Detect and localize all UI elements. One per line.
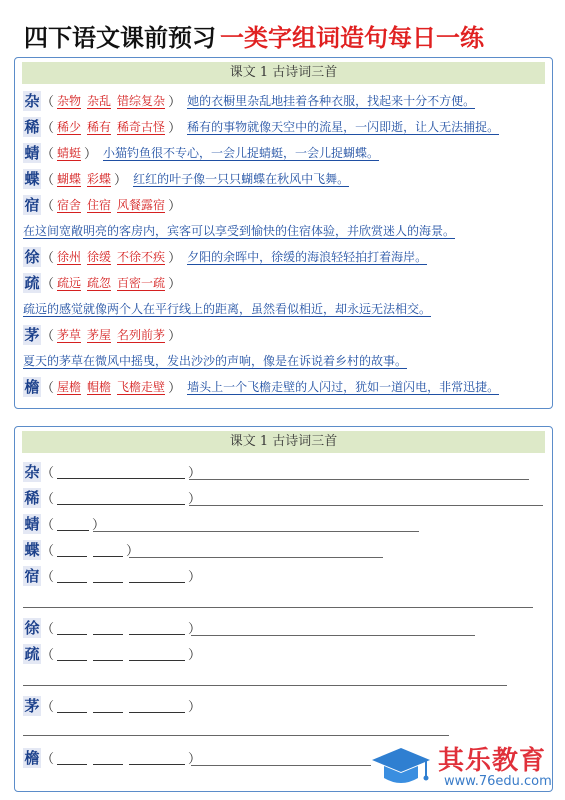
answer-blank[interactable] <box>129 568 185 583</box>
char-label: 杂 <box>24 91 40 110</box>
sentence-line[interactable] <box>191 635 475 636</box>
brand-name: 其乐教育 <box>438 746 547 776</box>
char-label: 杂 <box>24 462 40 481</box>
word: 风餐露宿 <box>117 198 166 212</box>
brand-url: www.76edu.com <box>444 774 552 789</box>
answer-blank[interactable] <box>129 698 185 713</box>
example-sentence: 她的衣橱里杂乱地挂着各种衣服，找起来十分不方便。 <box>187 94 476 108</box>
word: 屋檐 <box>57 380 82 394</box>
char-label: 蝶 <box>24 169 40 188</box>
char-label: 宿 <box>24 566 40 585</box>
word: 蝴蝶 <box>57 172 82 186</box>
answer-blank[interactable] <box>57 698 87 713</box>
word: 茅草 <box>57 328 82 342</box>
word: 帽檐 <box>87 380 112 394</box>
word: 杂乱 <box>87 94 112 108</box>
word: 徐州 <box>57 250 82 264</box>
sentence-line[interactable] <box>189 479 529 480</box>
sentence-line[interactable] <box>129 557 383 558</box>
answer-row-mao: 茅 （ 茅草 茅屋 名列前茅 ） <box>24 325 182 344</box>
page-title <box>24 18 484 52</box>
example-sentence-su <box>23 222 546 239</box>
char-label: 茅 <box>24 696 40 715</box>
answer-blank[interactable] <box>93 620 123 635</box>
answer-blank[interactable] <box>129 646 185 661</box>
char-label: 檐 <box>24 377 40 396</box>
answer-row-xi: 稀 （ 稀少 稀有 稀奇古怪 ） 稀有的事物就像天空中的流星，一闪即逝，让人无法捕捉。 <box>24 117 500 136</box>
sentence-line[interactable] <box>23 685 507 686</box>
practice-panel-header: 课文 1 古诗词三首 <box>22 431 545 453</box>
word: 茅屋 <box>87 328 112 342</box>
graduation-cap-icon <box>368 744 434 790</box>
sentence-line[interactable] <box>23 607 533 608</box>
practice-row-xu: 徐 （ ） <box>24 618 202 637</box>
answer-row-su: 宿 （ 宿舍 住宿 风餐露宿 ） <box>24 195 182 214</box>
answer-row-yan: 檐 （ 屋檐 帽檐 飞檐走壁 ） 墙头上一个飞檐走壁的人闪过，犹如一道闪电，非常迅捷。 <box>24 377 500 396</box>
word: 百密一疏 <box>117 276 166 290</box>
word: 飞檐走壁 <box>117 380 166 394</box>
title-topic: 一类字组词造句每日一练 <box>220 24 484 52</box>
sentence-line[interactable] <box>93 531 419 532</box>
answer-blank[interactable] <box>57 516 89 531</box>
practice-row-mao: 茅 （ ） <box>24 696 202 715</box>
word: 不徐不疾 <box>117 250 166 264</box>
answer-blank[interactable] <box>93 698 123 713</box>
example-sentence-mao <box>23 352 546 369</box>
title-grade: 四下语文课前预习 <box>24 23 216 52</box>
answer-blank[interactable] <box>93 568 123 583</box>
word: 稀少 <box>57 120 82 134</box>
example-sentence: 小猫钓鱼很不专心，一会儿捉蜻蜓，一会儿捉蝴蝶。 <box>103 146 380 160</box>
answer-blank[interactable] <box>57 464 185 479</box>
practice-row-yan: 檐 （ ） <box>24 748 202 767</box>
example-sentence-shu <box>23 300 546 317</box>
sentence-line[interactable] <box>191 765 371 766</box>
answer-row-qing: 蜻 （ 蜻蜓 ） 小猫钓鱼很不专心，一会儿捉蜻蜓，一会儿捉蝴蝶。 <box>24 143 380 162</box>
answer-blank[interactable] <box>57 490 185 505</box>
word: 名列前茅 <box>117 328 166 342</box>
answer-blank[interactable] <box>93 750 123 765</box>
answer-row-za: 杂 （ 杂物 杂乱 错综复杂 ） 她的衣橱里杂乱地挂着各种衣服，找起来十分不方便。 <box>24 91 476 110</box>
answer-row-die: 蝶 （ 蝴蝶 彩蝶 ） 红红的叶子像一只只蝴蝶在秋风中飞舞。 <box>24 169 350 188</box>
word: 疏远 <box>57 276 82 290</box>
answer-row-shu: 疏 （ 疏远 疏忽 百密一疏 ） <box>24 273 182 292</box>
word: 彩蝶 <box>87 172 112 186</box>
answer-blank[interactable] <box>57 620 87 635</box>
example-sentence: 墙头上一个飞檐走壁的人闪过，犹如一道闪电，非常迅捷。 <box>187 380 500 394</box>
practice-row-die: 蝶 （ ） <box>24 540 140 559</box>
char-label: 檐 <box>24 748 40 767</box>
answer-blank[interactable] <box>93 646 123 661</box>
answer-blank[interactable] <box>129 620 185 635</box>
answer-blank[interactable] <box>57 646 87 661</box>
practice-row-xi: 稀 （ ） <box>24 488 202 507</box>
example-sentence: 稀有的事物就像天空中的流星，一闪即逝，让人无法捕捉。 <box>187 120 500 134</box>
char-label: 蝶 <box>24 540 40 559</box>
word: 疏忽 <box>87 276 112 290</box>
answer-panel <box>14 57 553 409</box>
char-label: 宿 <box>24 195 40 214</box>
example-sentence: 夕阳的余晖中，徐缓的海浪轻轻拍打着海岸。 <box>187 250 428 264</box>
answer-blank[interactable] <box>93 542 123 557</box>
brand-logo <box>368 738 558 794</box>
word: 宿舍 <box>57 198 82 212</box>
char-label: 徐 <box>24 247 40 266</box>
answer-blank[interactable] <box>57 750 87 765</box>
word: 住宿 <box>87 198 112 212</box>
word: 徐缓 <box>87 250 112 264</box>
sentence-line[interactable] <box>23 735 449 736</box>
answer-blank[interactable] <box>129 750 185 765</box>
char-label: 稀 <box>24 488 40 507</box>
char-label: 茅 <box>24 325 40 344</box>
answer-panel-header: 课文 1 古诗词三首 <box>22 62 545 84</box>
practice-row-su: 宿 （ ） <box>24 566 202 585</box>
practice-row-za: 杂 （ ） <box>24 462 202 481</box>
practice-row-qing: 蜻 （ ） <box>24 514 106 533</box>
sentence-line[interactable] <box>189 505 543 506</box>
word: 蜻蜓 <box>57 146 82 160</box>
example-sentence: 红红的叶子像一只只蝴蝶在秋风中飞舞。 <box>133 172 350 186</box>
char-label: 稀 <box>24 117 40 136</box>
word: 杂物 <box>57 94 82 108</box>
char-label: 疏 <box>24 644 40 663</box>
char-label: 蜻 <box>24 143 40 162</box>
char-label: 疏 <box>24 273 40 292</box>
answer-row-xu: 徐 （ 徐州 徐缓 不徐不疾 ） 夕阳的余晖中，徐缓的海浪轻轻拍打着海岸。 <box>24 247 428 266</box>
example-sentence: 在这间宽敞明亮的客房内，宾客可以享受到愉快的住宿体验，并欣赏迷人的海景。 <box>23 224 456 238</box>
answer-blank[interactable] <box>57 542 87 557</box>
example-sentence: 夏天的茅草在微风中摇曳，发出沙沙的声响，像是在诉说着乡村的故事。 <box>23 354 408 368</box>
word: 稀奇古怪 <box>117 120 166 134</box>
example-sentence: 疏远的感觉就像两个人在平行线上的距离，虽然看似相近，却永远无法相交。 <box>23 302 432 316</box>
char-label: 蜻 <box>24 514 40 533</box>
word: 错综复杂 <box>117 94 166 108</box>
word: 稀有 <box>87 120 112 134</box>
char-label: 徐 <box>24 618 40 637</box>
answer-blank[interactable] <box>57 568 87 583</box>
practice-row-shu: 疏 （ ） <box>24 644 202 663</box>
